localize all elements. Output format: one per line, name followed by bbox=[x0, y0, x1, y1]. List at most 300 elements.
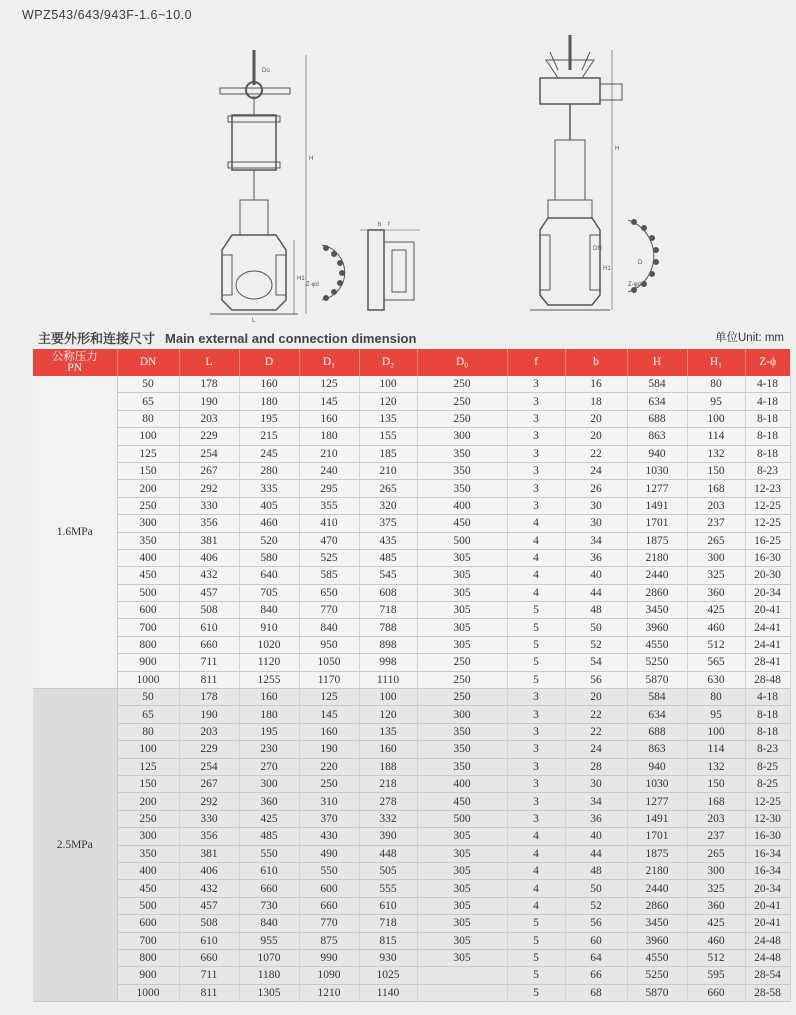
table-cell: 595 bbox=[687, 967, 745, 984]
table-cell: 406 bbox=[179, 549, 239, 566]
table-cell: 500 bbox=[117, 897, 179, 914]
table-cell: 30 bbox=[565, 775, 627, 792]
table-cell: 270 bbox=[239, 758, 299, 775]
table-row bbox=[33, 532, 790, 549]
table-cell: 350 bbox=[417, 480, 507, 497]
table-row bbox=[33, 932, 790, 949]
flange-bolt-circle-right bbox=[628, 220, 659, 293]
table-cell: 160 bbox=[299, 723, 359, 740]
table-cell: 100 bbox=[687, 410, 745, 427]
front-view-drawing bbox=[210, 50, 313, 324]
header-d0: D₀ bbox=[417, 349, 507, 376]
header-d: D bbox=[239, 349, 299, 376]
dim-b-label: b bbox=[378, 222, 382, 228]
table-cell: 28 bbox=[565, 758, 627, 775]
table-cell: 265 bbox=[687, 532, 745, 549]
table-cell: 335 bbox=[239, 480, 299, 497]
table-cell: 150 bbox=[687, 775, 745, 792]
table-cell: 1255 bbox=[239, 671, 299, 688]
table-cell: 4 bbox=[507, 862, 565, 879]
table-cell: 330 bbox=[179, 497, 239, 514]
table-cell: 1050 bbox=[299, 654, 359, 671]
dim-h1-label: H1 bbox=[297, 276, 305, 282]
table-row bbox=[33, 706, 790, 723]
table-cell: 305 bbox=[417, 567, 507, 584]
table-cell: 250 bbox=[117, 810, 179, 827]
table-cell: 80 bbox=[687, 689, 745, 706]
section-heading bbox=[38, 328, 416, 347]
table-cell: 8-18 bbox=[745, 410, 790, 427]
table-cell: 1701 bbox=[627, 828, 687, 845]
table-cell: 1305 bbox=[239, 984, 299, 1001]
table-cell: 168 bbox=[687, 793, 745, 810]
header-d2: D₂ bbox=[359, 349, 417, 376]
table-cell: 305 bbox=[417, 932, 507, 949]
table-cell: 300 bbox=[117, 515, 179, 532]
table-cell: 3 bbox=[507, 480, 565, 497]
table-cell: 955 bbox=[239, 932, 299, 949]
table-cell: 840 bbox=[239, 602, 299, 619]
table-cell: 950 bbox=[299, 636, 359, 653]
table-cell: 44 bbox=[565, 584, 627, 601]
table-row bbox=[33, 671, 790, 688]
table-cell: 1030 bbox=[627, 775, 687, 792]
table-cell: 3 bbox=[507, 689, 565, 706]
table-row bbox=[33, 949, 790, 966]
table-cell: 448 bbox=[359, 845, 417, 862]
table-cell: 95 bbox=[687, 706, 745, 723]
table-cell: 200 bbox=[117, 793, 179, 810]
table-cell: 3 bbox=[507, 393, 565, 410]
table-cell: 450 bbox=[417, 793, 507, 810]
table-cell: 457 bbox=[179, 584, 239, 601]
table-cell: 120 bbox=[359, 393, 417, 410]
table-cell: 5870 bbox=[627, 671, 687, 688]
table-cell: 18 bbox=[565, 393, 627, 410]
table-cell: 218 bbox=[359, 775, 417, 792]
table-cell: 267 bbox=[179, 775, 239, 792]
table-cell: 811 bbox=[179, 984, 239, 1001]
table-cell: 3 bbox=[507, 428, 565, 445]
table-cell: 660 bbox=[299, 897, 359, 914]
table-cell: 815 bbox=[359, 932, 417, 949]
table-cell: 125 bbox=[299, 376, 359, 393]
table-cell: 12-23 bbox=[745, 480, 790, 497]
dim-z-label: Z-φd bbox=[306, 282, 319, 288]
table-cell: 305 bbox=[417, 549, 507, 566]
table-cell: 20 bbox=[565, 410, 627, 427]
table-cell: 160 bbox=[239, 689, 299, 706]
table-cell: 265 bbox=[687, 845, 745, 862]
table-cell: 65 bbox=[117, 706, 179, 723]
table-cell: 4550 bbox=[627, 949, 687, 966]
table-cell: 5250 bbox=[627, 967, 687, 984]
table-cell: 28-54 bbox=[745, 967, 790, 984]
table-cell: 990 bbox=[299, 949, 359, 966]
table-cell: 450 bbox=[117, 567, 179, 584]
table-cell: 4 bbox=[507, 880, 565, 897]
table-cell: 292 bbox=[179, 480, 239, 497]
table-row bbox=[33, 758, 790, 775]
table-cell: 125 bbox=[299, 689, 359, 706]
table-cell: 8-25 bbox=[745, 775, 790, 792]
table-cell: 52 bbox=[565, 636, 627, 653]
table-cell: 1491 bbox=[627, 497, 687, 514]
table-cell: 610 bbox=[239, 862, 299, 879]
table-cell: 350 bbox=[417, 758, 507, 775]
table-cell: 8-23 bbox=[745, 741, 790, 758]
table-cell: 1020 bbox=[239, 636, 299, 653]
table-cell: 300 bbox=[117, 828, 179, 845]
table-cell: 5870 bbox=[627, 984, 687, 1001]
table-cell: 24 bbox=[565, 462, 627, 479]
table-cell: 190 bbox=[299, 741, 359, 758]
table-cell: 711 bbox=[179, 654, 239, 671]
table-cell: 3 bbox=[507, 775, 565, 792]
table-cell: 450 bbox=[117, 880, 179, 897]
table-cell: 584 bbox=[627, 376, 687, 393]
table-cell: 800 bbox=[117, 949, 179, 966]
table-cell: 36 bbox=[565, 810, 627, 827]
table-cell: 195 bbox=[239, 723, 299, 740]
table-cell: 2180 bbox=[627, 549, 687, 566]
table-cell: 332 bbox=[359, 810, 417, 827]
table-cell: 305 bbox=[417, 619, 507, 636]
table-cell: 132 bbox=[687, 445, 745, 462]
table-cell: 12-25 bbox=[745, 497, 790, 514]
table-cell: 100 bbox=[687, 723, 745, 740]
valve-drawings bbox=[210, 30, 680, 325]
table-cell: 3960 bbox=[627, 932, 687, 949]
table-cell: 5250 bbox=[627, 654, 687, 671]
table-cell: 8-18 bbox=[745, 723, 790, 740]
table-cell: 4-18 bbox=[745, 376, 790, 393]
table-cell: 3450 bbox=[627, 602, 687, 619]
table-cell: 245 bbox=[239, 445, 299, 462]
table-cell: 5 bbox=[507, 915, 565, 932]
table-cell: 898 bbox=[359, 636, 417, 653]
table-row bbox=[33, 445, 790, 462]
table-row bbox=[33, 984, 790, 1001]
table-cell: 2860 bbox=[627, 897, 687, 914]
table-cell: 580 bbox=[239, 549, 299, 566]
table-cell: 56 bbox=[565, 915, 627, 932]
table-cell: 350 bbox=[417, 462, 507, 479]
table-cell: 68 bbox=[565, 984, 627, 1001]
table-row bbox=[33, 967, 790, 984]
table-cell: 12-25 bbox=[745, 515, 790, 532]
table-cell: 22 bbox=[565, 445, 627, 462]
table-cell: 180 bbox=[299, 428, 359, 445]
table-cell: 610 bbox=[179, 932, 239, 949]
table-cell: 229 bbox=[179, 741, 239, 758]
table-cell: 1875 bbox=[627, 845, 687, 862]
table-cell: 508 bbox=[179, 602, 239, 619]
table-cell: 125 bbox=[117, 758, 179, 775]
table-cell: 550 bbox=[299, 862, 359, 879]
table-cell: 634 bbox=[627, 393, 687, 410]
table-cell: 240 bbox=[299, 462, 359, 479]
table-cell: 40 bbox=[565, 828, 627, 845]
table-cell: 405 bbox=[239, 497, 299, 514]
table-cell: 330 bbox=[179, 810, 239, 827]
table-cell: 237 bbox=[687, 828, 745, 845]
table-cell: 265 bbox=[359, 480, 417, 497]
table-cell: 425 bbox=[687, 915, 745, 932]
table-cell: 180 bbox=[239, 706, 299, 723]
table-cell: 565 bbox=[687, 654, 745, 671]
table-cell: 145 bbox=[299, 706, 359, 723]
table-row bbox=[33, 602, 790, 619]
table-cell bbox=[417, 984, 507, 1001]
table-cell: 160 bbox=[299, 410, 359, 427]
table-cell: 1070 bbox=[239, 949, 299, 966]
table-cell: 470 bbox=[299, 532, 359, 549]
table-row bbox=[33, 793, 790, 810]
table-cell: 280 bbox=[239, 462, 299, 479]
table-cell: 278 bbox=[359, 793, 417, 810]
table-cell: 22 bbox=[565, 723, 627, 740]
table-cell: 900 bbox=[117, 654, 179, 671]
table-cell: 600 bbox=[299, 880, 359, 897]
table-row bbox=[33, 480, 790, 497]
table-cell: 840 bbox=[239, 915, 299, 932]
table-cell: 305 bbox=[417, 828, 507, 845]
table-cell: 450 bbox=[417, 515, 507, 532]
table-cell: 705 bbox=[239, 584, 299, 601]
table-cell: 135 bbox=[359, 723, 417, 740]
table-cell: 54 bbox=[565, 654, 627, 671]
table-cell: 50 bbox=[117, 689, 179, 706]
table-cell: 20 bbox=[565, 689, 627, 706]
table-cell: 512 bbox=[687, 949, 745, 966]
table-cell: 300 bbox=[687, 549, 745, 566]
table-cell: 660 bbox=[179, 636, 239, 653]
header-f: f bbox=[507, 349, 565, 376]
table-cell: 8-18 bbox=[745, 445, 790, 462]
table-cell: 630 bbox=[687, 671, 745, 688]
table-cell: 254 bbox=[179, 758, 239, 775]
table-cell: 24-48 bbox=[745, 949, 790, 966]
table-cell: 250 bbox=[417, 410, 507, 427]
table-cell: 863 bbox=[627, 428, 687, 445]
table-row bbox=[33, 897, 790, 914]
table-cell: 3 bbox=[507, 810, 565, 827]
table-cell: 360 bbox=[687, 584, 745, 601]
table-cell: 50 bbox=[565, 880, 627, 897]
table-cell: 400 bbox=[117, 549, 179, 566]
table-cell: 80 bbox=[117, 723, 179, 740]
table-cell: 60 bbox=[565, 932, 627, 949]
table-cell: 250 bbox=[417, 393, 507, 410]
table-cell: 125 bbox=[117, 445, 179, 462]
table-row bbox=[33, 845, 790, 862]
table-cell: 95 bbox=[687, 393, 745, 410]
table-cell: 360 bbox=[239, 793, 299, 810]
table-cell: 650 bbox=[299, 584, 359, 601]
table-cell: 355 bbox=[299, 497, 359, 514]
table-row bbox=[33, 619, 790, 636]
table-cell: 20 bbox=[565, 428, 627, 445]
table-cell: 295 bbox=[299, 480, 359, 497]
table-cell: 100 bbox=[117, 428, 179, 445]
table-cell: 3450 bbox=[627, 915, 687, 932]
table-cell: 1210 bbox=[299, 984, 359, 1001]
table-cell: 64 bbox=[565, 949, 627, 966]
table-cell: 1180 bbox=[239, 967, 299, 984]
table-cell: 545 bbox=[359, 567, 417, 584]
table-cell: 30 bbox=[565, 497, 627, 514]
table-cell: 460 bbox=[687, 619, 745, 636]
table-cell: 254 bbox=[179, 445, 239, 462]
table-cell: 3 bbox=[507, 376, 565, 393]
header-pn bbox=[33, 349, 117, 376]
table-cell: 660 bbox=[687, 984, 745, 1001]
table-cell: 1875 bbox=[627, 532, 687, 549]
table-cell: 20-34 bbox=[745, 584, 790, 601]
table-cell: 250 bbox=[299, 775, 359, 792]
table-cell: 430 bbox=[299, 828, 359, 845]
table-cell: 550 bbox=[239, 845, 299, 862]
dim-h-label: H bbox=[309, 156, 314, 162]
table-cell: 1030 bbox=[627, 462, 687, 479]
table-cell: 26 bbox=[565, 480, 627, 497]
table-cell: 30 bbox=[565, 515, 627, 532]
table-row bbox=[33, 862, 790, 879]
table-cell: 512 bbox=[687, 636, 745, 653]
table-cell: 135 bbox=[359, 410, 417, 427]
dim-z-label-right: Z-φd bbox=[628, 282, 641, 288]
table-cell: 350 bbox=[117, 845, 179, 862]
table-cell: 20-41 bbox=[745, 897, 790, 914]
table-cell: 160 bbox=[359, 741, 417, 758]
table-cell: 215 bbox=[239, 428, 299, 445]
table-cell: 150 bbox=[117, 462, 179, 479]
table-cell: 5 bbox=[507, 636, 565, 653]
flange-bolt-circle-left bbox=[306, 245, 345, 301]
table-cell: 188 bbox=[359, 758, 417, 775]
table-cell: 20-41 bbox=[745, 915, 790, 932]
table-cell: 500 bbox=[117, 584, 179, 601]
table-cell: 356 bbox=[179, 828, 239, 845]
header-h1: H₁ bbox=[687, 349, 745, 376]
table-cell: 20-34 bbox=[745, 880, 790, 897]
table-cell: 940 bbox=[627, 758, 687, 775]
table-cell: 230 bbox=[239, 741, 299, 758]
table-cell: 305 bbox=[417, 845, 507, 862]
table-cell: 250 bbox=[417, 671, 507, 688]
pn-cell: 1.6MPa bbox=[33, 376, 117, 689]
table-cell: 688 bbox=[627, 723, 687, 740]
table-cell: 320 bbox=[359, 497, 417, 514]
heading-chinese: 主要外形和连接尺寸 bbox=[38, 331, 156, 346]
table-cell: 40 bbox=[565, 567, 627, 584]
table-cell: 811 bbox=[179, 671, 239, 688]
table-cell: 185 bbox=[359, 445, 417, 462]
table-cell: 600 bbox=[117, 602, 179, 619]
table-cell: 305 bbox=[417, 602, 507, 619]
table-cell: 1110 bbox=[359, 671, 417, 688]
table-cell: 292 bbox=[179, 793, 239, 810]
table-cell: 8-23 bbox=[745, 462, 790, 479]
table-cell: 5 bbox=[507, 949, 565, 966]
dim-f-label: f bbox=[388, 222, 390, 228]
table-cell: 505 bbox=[359, 862, 417, 879]
header-l: L bbox=[179, 349, 239, 376]
table-row bbox=[33, 584, 790, 601]
table-cell: 80 bbox=[117, 410, 179, 427]
table-cell: 610 bbox=[179, 619, 239, 636]
table-cell: 190 bbox=[179, 706, 239, 723]
table-cell: 250 bbox=[117, 497, 179, 514]
table-cell: 155 bbox=[359, 428, 417, 445]
table-cell: 178 bbox=[179, 689, 239, 706]
table-cell: 1491 bbox=[627, 810, 687, 827]
table-row bbox=[33, 462, 790, 479]
dim-do-label: Do bbox=[262, 68, 270, 74]
table-row bbox=[33, 689, 790, 706]
table-cell: 4 bbox=[507, 549, 565, 566]
table-cell: 150 bbox=[117, 775, 179, 792]
table-cell: 100 bbox=[359, 689, 417, 706]
table-cell: 500 bbox=[417, 810, 507, 827]
dimension-table bbox=[33, 349, 791, 1002]
table-cell: 3 bbox=[507, 793, 565, 810]
table-cell: 435 bbox=[359, 532, 417, 549]
table-cell: 711 bbox=[179, 967, 239, 984]
table-cell: 100 bbox=[359, 376, 417, 393]
table-cell: 145 bbox=[299, 393, 359, 410]
table-cell: 3960 bbox=[627, 619, 687, 636]
table-row bbox=[33, 376, 790, 393]
table-cell: 305 bbox=[417, 949, 507, 966]
dim-h-label-right: H bbox=[615, 146, 620, 152]
table-cell: 718 bbox=[359, 915, 417, 932]
table-cell: 203 bbox=[687, 497, 745, 514]
table-cell: 22 bbox=[565, 706, 627, 723]
table-row bbox=[33, 497, 790, 514]
table-cell: 5 bbox=[507, 932, 565, 949]
table-cell: 3 bbox=[507, 497, 565, 514]
table-cell: 250 bbox=[417, 654, 507, 671]
table-header-row bbox=[33, 349, 790, 376]
table-cell: 237 bbox=[687, 515, 745, 532]
table-cell: 56 bbox=[565, 671, 627, 688]
table-cell: 485 bbox=[239, 828, 299, 845]
table-cell: 3 bbox=[507, 445, 565, 462]
table-cell: 1090 bbox=[299, 967, 359, 984]
table-cell: 48 bbox=[565, 862, 627, 879]
table-cell: 1120 bbox=[239, 654, 299, 671]
table-cell: 1000 bbox=[117, 671, 179, 688]
table-cell: 3 bbox=[507, 741, 565, 758]
table-cell: 432 bbox=[179, 880, 239, 897]
table-cell: 800 bbox=[117, 636, 179, 653]
table-cell: 20-41 bbox=[745, 602, 790, 619]
table-cell: 1701 bbox=[627, 515, 687, 532]
table-cell: 634 bbox=[627, 706, 687, 723]
table-cell: 4 bbox=[507, 828, 565, 845]
table-cell: 50 bbox=[117, 376, 179, 393]
table-cell: 34 bbox=[565, 793, 627, 810]
table-cell: 305 bbox=[417, 862, 507, 879]
table-cell: 50 bbox=[565, 619, 627, 636]
table-cell: 640 bbox=[239, 567, 299, 584]
table-row bbox=[33, 567, 790, 584]
table-cell: 770 bbox=[299, 915, 359, 932]
model-number: WPZ543/643/943F-1.6~10.0 bbox=[22, 8, 193, 22]
table-cell: 24-41 bbox=[745, 636, 790, 653]
